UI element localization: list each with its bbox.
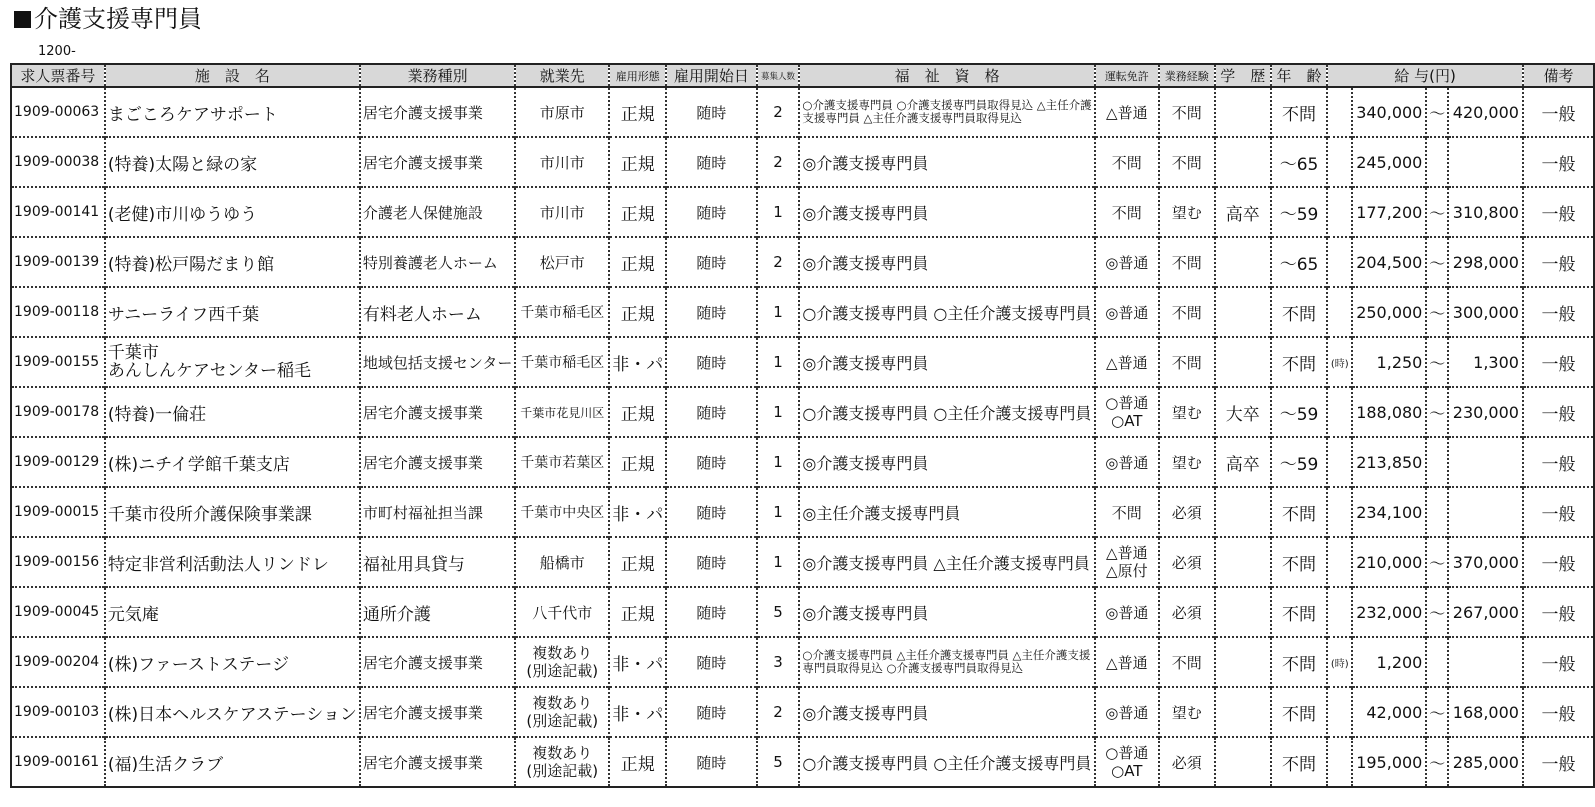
cell-salary-tilde: ～	[1426, 337, 1448, 387]
cell-education	[1215, 637, 1271, 687]
cell-unit	[1327, 687, 1352, 737]
cell-experience: 不問	[1159, 337, 1215, 387]
cell-notes: 一般	[1523, 337, 1594, 387]
cell-notes: 一般	[1523, 687, 1594, 737]
cell-salary-max	[1448, 437, 1523, 487]
cell-no: 1909-00161	[11, 737, 105, 787]
cell-notes: 一般	[1523, 287, 1594, 337]
cell-workplace: 千葉市中央区	[515, 487, 609, 537]
cell-unit	[1327, 287, 1352, 337]
cell-qualification: ◎介護支援専門員	[799, 237, 1095, 287]
cell-salary-tilde: ～	[1426, 237, 1448, 287]
cell-no: 1909-00015	[11, 487, 105, 537]
cell-start: 随時	[666, 187, 756, 237]
cell-no: 1909-00156	[11, 537, 105, 587]
cell-salary-max: 168,000	[1448, 687, 1523, 737]
cell-salary-min: 213,850	[1352, 437, 1426, 487]
cell-business: 通所介護	[360, 587, 515, 637]
cell-facility: 千葉市役所介護保険事業課	[105, 487, 360, 537]
cell-qualification: ◎介護支援専門員	[799, 587, 1095, 637]
cell-unit	[1327, 387, 1352, 437]
cell-notes: 一般	[1523, 637, 1594, 687]
cell-workplace: 千葉市稲毛区	[515, 337, 609, 387]
cell-openings: 1	[757, 437, 800, 487]
cell-openings: 1	[757, 387, 800, 437]
cell-salary-max: 267,000	[1448, 587, 1523, 637]
cell-qualification: ◎介護支援専門員	[799, 137, 1095, 187]
cell-salary-max: 370,000	[1448, 537, 1523, 587]
cell-no: 1909-00103	[11, 687, 105, 737]
cell-business: 居宅介護支援事業	[360, 437, 515, 487]
cell-workplace: 千葉市若葉区	[515, 437, 609, 487]
cell-no: 1909-00118	[11, 287, 105, 337]
cell-qualification: ◎主任介護支援専門員	[799, 487, 1095, 537]
cell-experience: 望む	[1159, 387, 1215, 437]
header-no: 求人票番号	[11, 64, 105, 87]
cell-notes: 一般	[1523, 437, 1594, 487]
header-qualification: 福 祉 資 格	[799, 64, 1095, 87]
cell-facility: (特養)一倫荘	[105, 387, 360, 437]
cell-salary-tilde	[1426, 487, 1448, 537]
cell-employment: 非・パ	[609, 337, 666, 387]
cell-salary-min: 1,250	[1352, 337, 1426, 387]
cell-salary-min: 340,000	[1352, 87, 1426, 137]
page-subtitle: 1200-	[38, 44, 76, 59]
cell-openings: 2	[757, 137, 800, 187]
cell-salary-min: 234,100	[1352, 487, 1426, 537]
cell-salary-tilde: ～	[1426, 737, 1448, 787]
table-row	[11, 87, 1594, 137]
cell-facility: (福)生活クラブ	[105, 737, 360, 787]
table-row	[11, 187, 1594, 237]
cell-unit	[1327, 487, 1352, 537]
cell-salary-tilde: ～	[1426, 587, 1448, 637]
cell-experience: 不問	[1159, 137, 1215, 187]
header-facility: 施 設 名	[105, 64, 360, 87]
header-business: 業務種別	[360, 64, 515, 87]
cell-age: ～65	[1271, 137, 1328, 187]
cell-notes: 一般	[1523, 537, 1594, 587]
cell-employment: 正規	[609, 237, 666, 287]
header-notes: 備考	[1523, 64, 1594, 87]
cell-employment: 正規	[609, 187, 666, 237]
table-row	[11, 537, 1594, 587]
cell-license: 不問	[1095, 487, 1159, 537]
cell-qualification: ○介護支援専門員 ○介護支援専門員取得見込 △主任介護支援専門員 △主任介護支援専門員取得見込	[799, 87, 1095, 137]
cell-education	[1215, 537, 1271, 587]
cell-age: ～59	[1271, 387, 1328, 437]
cell-start: 随時	[666, 137, 756, 187]
cell-business: 特別養護老人ホーム	[360, 237, 515, 287]
table-row	[11, 587, 1594, 637]
cell-business: 福祉用具貸与	[360, 537, 515, 587]
cell-age: ～59	[1271, 187, 1328, 237]
cell-employment: 正規	[609, 437, 666, 487]
cell-salary-tilde: ～	[1426, 87, 1448, 137]
cell-salary-min: 177,200	[1352, 187, 1426, 237]
title-text: 介護支援専門員	[34, 5, 202, 33]
page-title	[14, 4, 202, 34]
cell-business: 居宅介護支援事業	[360, 737, 515, 787]
cell-age: ～59	[1271, 437, 1328, 487]
cell-license: ◎普通	[1095, 687, 1159, 737]
cell-business: 居宅介護支援事業	[360, 687, 515, 737]
cell-age: 不問	[1271, 487, 1328, 537]
cell-no: 1909-00129	[11, 437, 105, 487]
cell-no: 1909-00038	[11, 137, 105, 187]
cell-notes: 一般	[1523, 587, 1594, 637]
cell-age: 不問	[1271, 87, 1328, 137]
cell-license: ◎普通	[1095, 437, 1159, 487]
cell-facility: (老健)市川ゆうゆう	[105, 187, 360, 237]
cell-qualification: ○介護支援専門員 ○主任介護支援専門員	[799, 737, 1095, 787]
cell-experience: 不問	[1159, 87, 1215, 137]
table-row	[11, 737, 1594, 787]
cell-experience: 不問	[1159, 637, 1215, 687]
cell-age: 不問	[1271, 587, 1328, 637]
cell-workplace: 複数あり (別途記載)	[515, 737, 609, 787]
cell-notes: 一般	[1523, 387, 1594, 437]
cell-openings: 3	[757, 637, 800, 687]
cell-education	[1215, 287, 1271, 337]
cell-salary-tilde: ～	[1426, 287, 1448, 337]
cell-employment: 正規	[609, 387, 666, 437]
table-header-row	[11, 64, 1594, 87]
cell-openings: 1	[757, 287, 800, 337]
cell-facility: (株)ニチイ学館千葉支店	[105, 437, 360, 487]
cell-salary-min: 210,000	[1352, 537, 1426, 587]
cell-experience: 望む	[1159, 437, 1215, 487]
cell-salary-tilde	[1426, 437, 1448, 487]
cell-experience: 不問	[1159, 287, 1215, 337]
cell-education: 高卒	[1215, 187, 1271, 237]
table-body	[11, 87, 1594, 787]
cell-qualification: ◎介護支援専門員	[799, 437, 1095, 487]
cell-age: 不問	[1271, 537, 1328, 587]
cell-no: 1909-00204	[11, 637, 105, 687]
cell-no: 1909-00045	[11, 587, 105, 637]
header-workplace: 就業先	[515, 64, 609, 87]
cell-workplace: 市原市	[515, 87, 609, 137]
header-license: 運転免許	[1095, 64, 1159, 87]
cell-facility: (株)ファーストステージ	[105, 637, 360, 687]
cell-salary-min: 204,500	[1352, 237, 1426, 287]
cell-salary-max: 285,000	[1448, 737, 1523, 787]
cell-facility: 元気庵	[105, 587, 360, 637]
cell-qualification: ○介護支援専門員 ○主任介護支援専門員	[799, 387, 1095, 437]
cell-qualification: ◎介護支援専門員	[799, 337, 1095, 387]
cell-salary-max	[1448, 137, 1523, 187]
cell-salary-max	[1448, 637, 1523, 687]
cell-age: 不問	[1271, 687, 1328, 737]
cell-unit	[1327, 437, 1352, 487]
cell-openings: 2	[757, 687, 800, 737]
header-start: 雇用開始日	[666, 64, 756, 87]
cell-business: 市町村福祉担当課	[360, 487, 515, 537]
cell-salary-max: 420,000	[1448, 87, 1523, 137]
cell-salary-tilde: ～	[1426, 537, 1448, 587]
cell-notes: 一般	[1523, 187, 1594, 237]
cell-workplace: 市川市	[515, 187, 609, 237]
cell-unit	[1327, 187, 1352, 237]
job-listing-table	[10, 63, 1595, 788]
table-row	[11, 637, 1594, 687]
cell-start: 随時	[666, 587, 756, 637]
cell-education	[1215, 587, 1271, 637]
cell-employment: 非・パ	[609, 687, 666, 737]
cell-license: △普通	[1095, 637, 1159, 687]
table-row	[11, 137, 1594, 187]
cell-employment: 正規	[609, 537, 666, 587]
cell-education	[1215, 87, 1271, 137]
header-experience: 業務経験	[1159, 64, 1215, 87]
cell-notes: 一般	[1523, 237, 1594, 287]
cell-start: 随時	[666, 537, 756, 587]
cell-facility: 特定非営利活動法人リンドレ	[105, 537, 360, 587]
cell-unit	[1327, 237, 1352, 287]
cell-workplace: 市川市	[515, 137, 609, 187]
cell-facility: 千葉市 あんしんケアセンター稲毛	[105, 337, 360, 387]
cell-license: 不問	[1095, 137, 1159, 187]
cell-no: 1909-00139	[11, 237, 105, 287]
cell-openings: 5	[757, 737, 800, 787]
header-employment: 雇用形態	[609, 64, 666, 87]
cell-openings: 2	[757, 237, 800, 287]
cell-openings: 2	[757, 87, 800, 137]
cell-openings: 1	[757, 487, 800, 537]
cell-start: 随時	[666, 637, 756, 687]
cell-facility: サニーライフ西千葉	[105, 287, 360, 337]
cell-experience: 望む	[1159, 687, 1215, 737]
cell-employment: 正規	[609, 587, 666, 637]
cell-salary-max	[1448, 487, 1523, 537]
cell-salary-tilde: ～	[1426, 687, 1448, 737]
cell-experience: 必須	[1159, 737, 1215, 787]
cell-age: ～65	[1271, 237, 1328, 287]
cell-salary-min: 245,000	[1352, 137, 1426, 187]
cell-workplace: 松戸市	[515, 237, 609, 287]
cell-age: 不問	[1271, 337, 1328, 387]
cell-business: 介護老人保健施設	[360, 187, 515, 237]
cell-facility: (株)日本ヘルスケアステーション	[105, 687, 360, 737]
cell-education	[1215, 237, 1271, 287]
cell-no: 1909-00155	[11, 337, 105, 387]
cell-unit	[1327, 537, 1352, 587]
cell-employment: 正規	[609, 87, 666, 137]
cell-business: 居宅介護支援事業	[360, 87, 515, 137]
cell-start: 随時	[666, 337, 756, 387]
cell-unit	[1327, 87, 1352, 137]
cell-salary-min: 1,200	[1352, 637, 1426, 687]
cell-facility: (特養)松戸陽だまり館	[105, 237, 360, 287]
table-row	[11, 287, 1594, 337]
cell-qualification: ○介護支援専門員 ○主任介護支援専門員	[799, 287, 1095, 337]
cell-license: △普通 △原付	[1095, 537, 1159, 587]
cell-employment: 非・パ	[609, 487, 666, 537]
cell-education	[1215, 337, 1271, 387]
cell-license: △普通	[1095, 87, 1159, 137]
cell-start: 随時	[666, 687, 756, 737]
table-row	[11, 687, 1594, 737]
cell-license: 不問	[1095, 187, 1159, 237]
cell-license: ◎普通	[1095, 287, 1159, 337]
cell-employment: 正規	[609, 287, 666, 337]
cell-education: 大卒	[1215, 387, 1271, 437]
cell-business: 居宅介護支援事業	[360, 387, 515, 437]
cell-workplace: 千葉市稲毛区	[515, 287, 609, 337]
header-age: 年 齢	[1271, 64, 1328, 87]
cell-workplace: 複数あり (別途記載)	[515, 637, 609, 687]
cell-unit	[1327, 737, 1352, 787]
cell-license: ◎普通	[1095, 237, 1159, 287]
cell-education: 高卒	[1215, 437, 1271, 487]
cell-employment: 非・パ	[609, 637, 666, 687]
cell-age: 不問	[1271, 287, 1328, 337]
cell-employment: 正規	[609, 737, 666, 787]
cell-business: 居宅介護支援事業	[360, 137, 515, 187]
cell-no: 1909-00141	[11, 187, 105, 237]
cell-workplace: 複数あり (別途記載)	[515, 687, 609, 737]
cell-workplace: 八千代市	[515, 587, 609, 637]
table-row	[11, 337, 1594, 387]
cell-experience: 不問	[1159, 237, 1215, 287]
cell-no: 1909-00178	[11, 387, 105, 437]
cell-age: 不問	[1271, 637, 1328, 687]
cell-start: 随時	[666, 737, 756, 787]
cell-start: 随時	[666, 87, 756, 137]
cell-openings: 5	[757, 587, 800, 637]
cell-business: 居宅介護支援事業	[360, 637, 515, 687]
cell-facility: まごころケアサポート	[105, 87, 360, 137]
cell-experience: 必須	[1159, 537, 1215, 587]
table-row	[11, 387, 1594, 437]
cell-unit: (時)	[1327, 637, 1352, 687]
cell-salary-max: 230,000	[1448, 387, 1523, 437]
cell-business: 地域包括支援センター	[360, 337, 515, 387]
cell-license: ○普通 ○AT	[1095, 387, 1159, 437]
cell-notes: 一般	[1523, 487, 1594, 537]
table-row	[11, 237, 1594, 287]
cell-employment: 正規	[609, 137, 666, 187]
cell-education	[1215, 737, 1271, 787]
cell-unit	[1327, 587, 1352, 637]
cell-license: ○普通 ○AT	[1095, 737, 1159, 787]
cell-start: 随時	[666, 437, 756, 487]
cell-openings: 1	[757, 537, 800, 587]
header-education: 学 歴	[1215, 64, 1271, 87]
cell-notes: 一般	[1523, 737, 1594, 787]
cell-experience: 必須	[1159, 487, 1215, 537]
cell-salary-max: 310,800	[1448, 187, 1523, 237]
cell-education	[1215, 137, 1271, 187]
square-bullet-icon	[14, 11, 31, 28]
cell-notes: 一般	[1523, 87, 1594, 137]
cell-workplace: 千葉市花見川区	[515, 387, 609, 437]
cell-facility: (特養)太陽と緑の家	[105, 137, 360, 187]
cell-salary-tilde	[1426, 637, 1448, 687]
cell-notes: 一般	[1523, 137, 1594, 187]
table-row	[11, 437, 1594, 487]
cell-qualification: ◎介護支援専門員	[799, 187, 1095, 237]
header-openings: 募集人数	[757, 64, 800, 87]
cell-education	[1215, 487, 1271, 537]
cell-start: 随時	[666, 237, 756, 287]
cell-education	[1215, 687, 1271, 737]
cell-salary-max: 298,000	[1448, 237, 1523, 287]
cell-business: 有料老人ホーム	[360, 287, 515, 337]
cell-openings: 1	[757, 337, 800, 387]
header-salary: 給 与(円)	[1327, 64, 1523, 87]
cell-qualification: ◎介護支援専門員 △主任介護支援専門員	[799, 537, 1095, 587]
cell-license: ◎普通	[1095, 587, 1159, 637]
cell-salary-tilde: ～	[1426, 187, 1448, 237]
cell-openings: 1	[757, 187, 800, 237]
cell-salary-max: 1,300	[1448, 337, 1523, 387]
cell-qualification: ○介護支援専門員 △主任介護支援専門員 △主任介護支援専門員取得見込 ○介護支援専門員取得見込	[799, 637, 1095, 687]
table-row	[11, 487, 1594, 537]
cell-salary-min: 232,000	[1352, 587, 1426, 637]
cell-age: 不問	[1271, 737, 1328, 787]
cell-no: 1909-00063	[11, 87, 105, 137]
cell-salary-min: 195,000	[1352, 737, 1426, 787]
cell-unit	[1327, 137, 1352, 187]
cell-unit: (時)	[1327, 337, 1352, 387]
cell-experience: 望む	[1159, 187, 1215, 237]
cell-workplace: 船橋市	[515, 537, 609, 587]
cell-salary-tilde: ～	[1426, 387, 1448, 437]
cell-start: 随時	[666, 287, 756, 337]
cell-salary-min: 250,000	[1352, 287, 1426, 337]
cell-salary-max: 300,000	[1448, 287, 1523, 337]
cell-experience: 必須	[1159, 587, 1215, 637]
cell-qualification: ◎介護支援専門員	[799, 687, 1095, 737]
cell-salary-tilde	[1426, 137, 1448, 187]
cell-salary-min: 42,000	[1352, 687, 1426, 737]
cell-start: 随時	[666, 387, 756, 437]
cell-start: 随時	[666, 487, 756, 537]
cell-salary-min: 188,080	[1352, 387, 1426, 437]
cell-license: △普通	[1095, 337, 1159, 387]
